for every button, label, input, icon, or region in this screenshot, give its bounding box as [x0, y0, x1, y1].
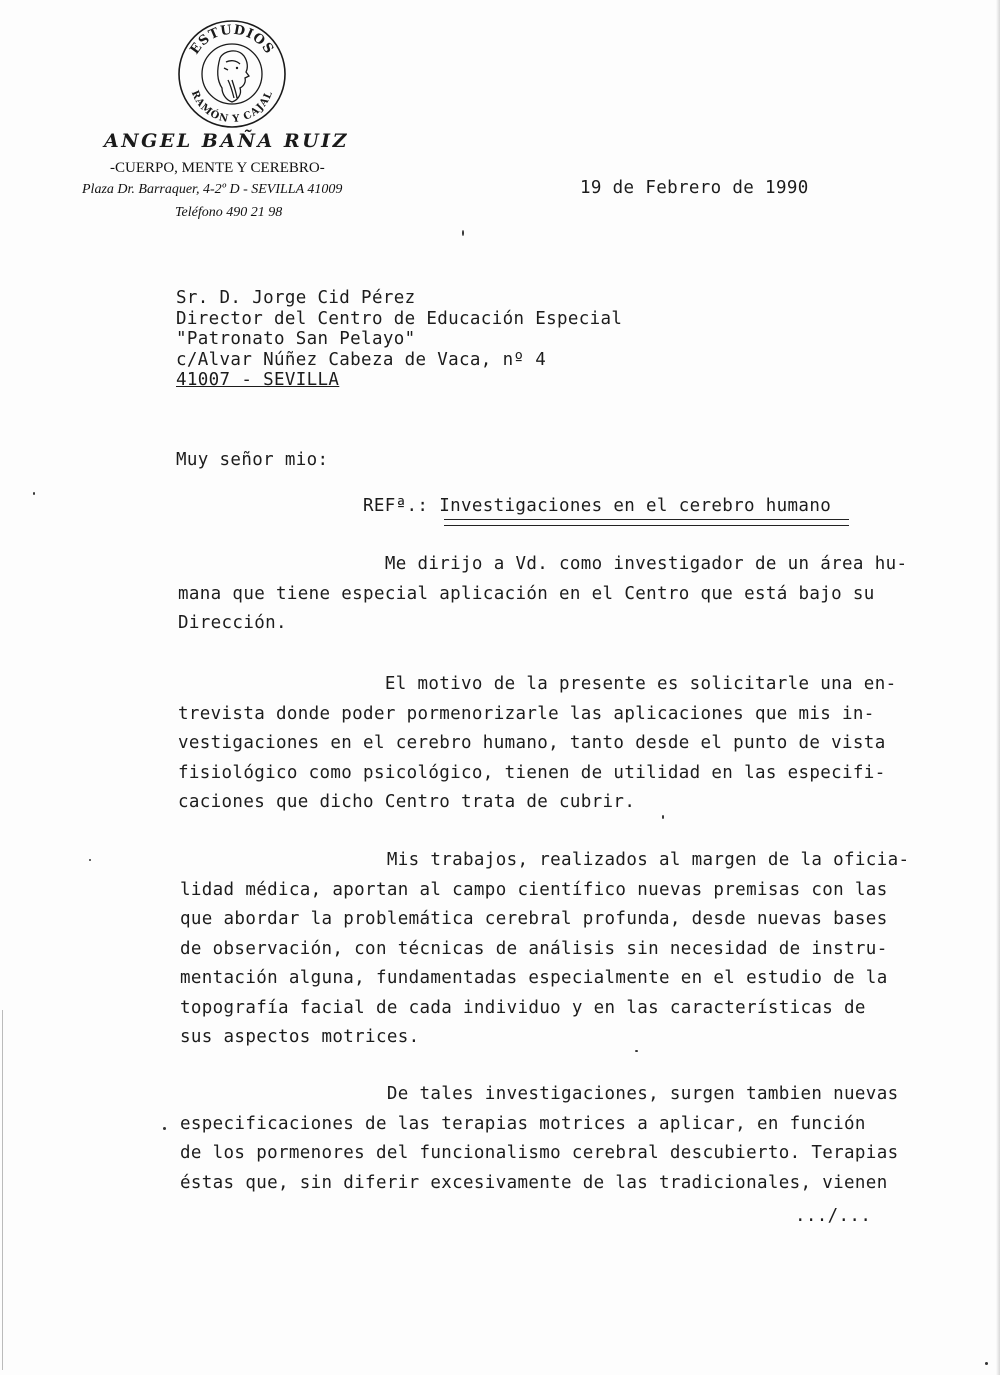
body-paragraph: Mis trabajos, realizados al margen de la oficia- lidad médica, aportan al campo científico nuevas premisas con las que abordar la problemática cerebral profunda, desde nuevas bases de observación, con técnicas de análisis sin necesidad de instru- mentación alguna, fundamentadas especialmente en el estudio de la topografía facial de cada individuo y en las características de sus aspectos motrices.	[180, 850, 910, 1047]
scan-speck	[662, 815, 664, 819]
letter-date: 19 de Febrero de 1990	[580, 178, 809, 198]
salutation: Muy señor mio:	[176, 450, 329, 470]
recipient-city-line: 41007 - SEVILLA	[176, 370, 340, 390]
ramon-y-cajal-seal	[176, 18, 288, 130]
recipient-line: Director del Centro de Educación Especial	[176, 308, 623, 329]
letterhead-phone: Teléfono 490 21 98	[175, 205, 283, 220]
body-paragraph: Me dirijo a Vd. como investigador de un área hu- mana que tiene especial aplicación en el Centro que está bajo su Dirección.	[178, 554, 908, 633]
body-paragraph: De tales investigaciones, surgen tambien nuevas especificaciones de las terapias motrices a aplicar, en función de los pormenores del funcionalismo cerebral descubierto. Terapias éstas que, sin diferir excesivamente de las tradicionales, vienen	[180, 1084, 899, 1193]
svg-text:ESTUDIOS: ESTUDIOS	[187, 22, 277, 58]
scan-speck	[33, 492, 35, 495]
letterhead-name: ANGEL BAÑA RUIZ	[104, 130, 349, 152]
letterhead-address: Plaza Dr. Barraquer, 4-2º D - SEVILLA 41009	[82, 182, 343, 197]
scan-left-edge-line	[2, 1010, 3, 1370]
scan-speck	[985, 1362, 988, 1365]
recipient-line: Sr. D. Jorge Cid Pérez	[176, 288, 416, 308]
continuation-mark: .../...	[795, 1206, 872, 1226]
scan-speck	[89, 859, 91, 861]
letterhead-subtitle: -CUERPO, MENTE Y CEREBRO-	[110, 160, 325, 176]
scan-speck	[163, 1127, 166, 1130]
scan-speck	[462, 230, 464, 236]
recipient-line: c/Alvar Núñez Cabeza de Vaca, nº 4	[176, 349, 547, 370]
reference-double-underline	[444, 519, 849, 526]
recipient-block	[176, 288, 622, 391]
scan-edge-shadow	[996, 0, 1000, 1375]
recipient-line: "Patronato San Pelayo"	[176, 329, 416, 349]
scan-speck	[635, 1050, 638, 1052]
reference-line: REFª.: Investigaciones en el cerebro humano	[363, 496, 832, 516]
body-paragraph: El motivo de la presente es solicitarle una en- trevista donde poder pormenorizarle las aplicaciones que mis in- vestigaciones en el cerebro humano, tanto desde el punto de vista fisiológico como psicológico, tienen de utilidad en las especifi- caciones que dicho Centro trata de cubrir.	[178, 674, 897, 812]
svg-text:RAMÓN Y CAJAL: RAMÓN Y CAJAL	[188, 88, 276, 126]
